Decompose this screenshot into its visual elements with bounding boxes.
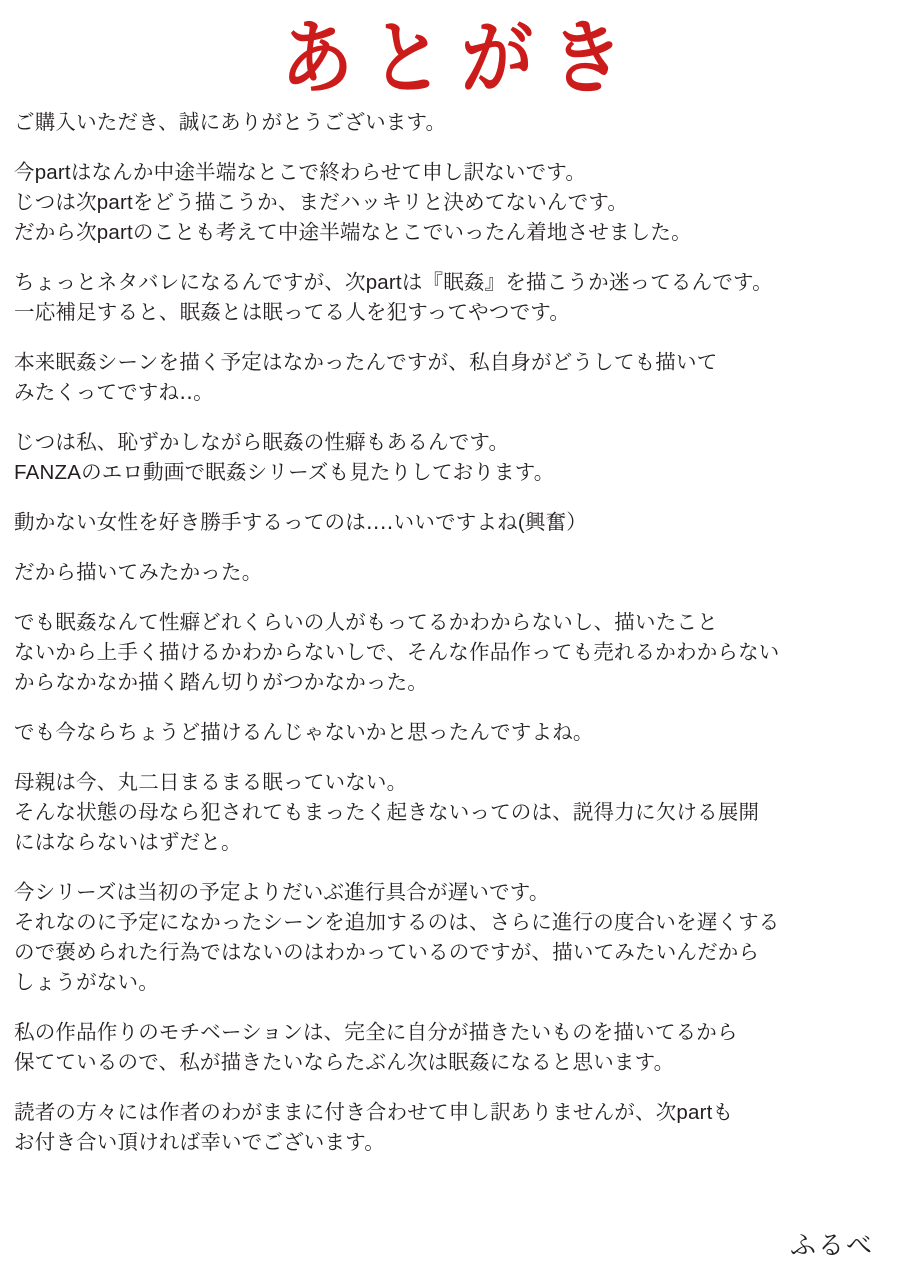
paragraph-line: 今partはなんか中途半端なとこで終わらせて申し訳ないです。 xyxy=(14,161,587,184)
paragraph xyxy=(14,158,890,248)
paragraph-line: それなのに予定になかったシーンを追加するのは、さらに進行の度合いを遅くする xyxy=(14,911,780,934)
paragraph-line: じつは私、恥ずかしながら眠姦の性癖もあるんです。 xyxy=(14,431,510,454)
paragraph-line: だから描いてみたかった。 xyxy=(14,561,263,584)
paragraph xyxy=(14,428,890,488)
paragraph-line: でも今ならちょうど描けるんじゃないかと思ったんですよね。 xyxy=(14,721,594,744)
paragraph xyxy=(14,268,890,328)
paragraph xyxy=(14,108,890,138)
afterword-body xyxy=(14,108,890,1178)
paragraph-line: 今シリーズは当初の予定よりだいぶ進行具合が遅いです。 xyxy=(14,881,550,904)
page-title: あとがき xyxy=(280,11,641,106)
paragraph-line: からなかなか描く踏ん切りがつかなかった。 xyxy=(14,671,428,694)
paragraph xyxy=(14,718,890,748)
paragraph-line: 読者の方々には作者のわがままに付き合わせて申し訳ありませんが、次partも xyxy=(14,1101,734,1124)
paragraph-line: お付き合い頂ければ幸いでございます。 xyxy=(14,1131,385,1154)
paragraph-line: にはならないはずだと。 xyxy=(14,831,242,854)
paragraph xyxy=(14,1018,890,1078)
paragraph-line: じつは次partをどう描こうか、まだハッキリと決めてないんです。 xyxy=(14,191,629,214)
paragraph-line: しょうがない。 xyxy=(14,971,159,994)
paragraph-line: 本来眠姦シーンを描く予定はなかったんですが、私自身がどうしても描いて xyxy=(14,351,718,374)
author-signature: ふるべ xyxy=(789,1230,874,1260)
paragraph-line: でも眠姦なんて性癖どれくらいの人がもってるかわからないし、描いたこと xyxy=(14,611,718,634)
paragraph-line: 母親は今、丸二日まるまる眠っていない。 xyxy=(14,771,408,794)
paragraph-line: 保てているので、私が描きたいならたぶん次は眠姦になると思います。 xyxy=(14,1051,675,1074)
paragraph xyxy=(14,878,890,998)
paragraph-line: ないから上手く描けるかわからないしで、そんな作品作っても売れるかわからない xyxy=(14,641,780,664)
paragraph xyxy=(14,558,890,588)
paragraph-line: ご購入いただき、誠にありがとうございます。 xyxy=(14,111,447,134)
paragraph-line: そんな状態の母なら犯されてもまったく起きないってのは、説得力に欠ける展開 xyxy=(14,801,760,824)
paragraph xyxy=(14,768,890,858)
paragraph-line: FANZAのエロ動画で眠姦シリーズも見たりしております。 xyxy=(14,461,555,484)
paragraph-line: みたくってですね‥。 xyxy=(14,381,214,404)
paragraph xyxy=(14,1098,890,1158)
paragraph-line: 一応補足すると、眠姦とは眠ってる人を犯すってやつです。 xyxy=(14,301,571,324)
paragraph xyxy=(14,608,890,698)
paragraph-line: だから次partのことも考えて中途半端なとこでいったん着地させました。 xyxy=(14,221,692,244)
paragraph xyxy=(14,348,890,408)
paragraph xyxy=(14,508,890,538)
paragraph-line: 動かない女性を好き勝手するってのは‥‥いいですよね(興奮） xyxy=(14,511,587,534)
paragraph-line: 私の作品作りのモチベーションは、完全に自分が描きたいものを描いてるから xyxy=(14,1021,738,1044)
paragraph-line: ので褒められた行為ではないのはわかっているのですが、描いてみたいんだから xyxy=(14,941,760,964)
paragraph-line: ちょっとネタバレになるんですが、次partは『眠姦』を描こうか迷ってるんです。 xyxy=(14,271,773,294)
